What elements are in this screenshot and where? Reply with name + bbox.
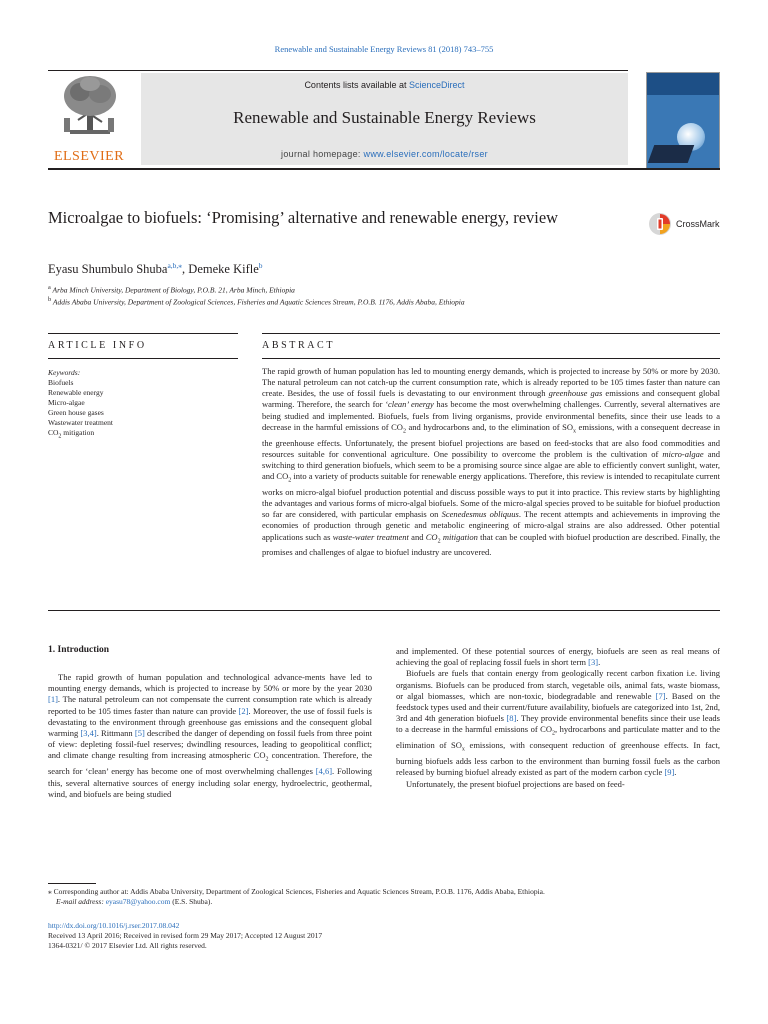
abstract-subscript: 2 <box>288 477 292 484</box>
abstract-emphasis: mitigation <box>440 531 478 542</box>
abstract-top-rule <box>262 333 720 334</box>
body-run: . Rittmann <box>96 728 135 739</box>
body-run: The rapid growth of human population and technological advance-ments have led to mounting energy demands, which is projected to increase by 50% or more by the year 2030 <box>48 672 372 694</box>
corresponding-star[interactable]: ⁎ <box>178 261 183 270</box>
body-run: described the danger of depending on fossil fuels from three point of view: depleting fossil-fuel reserves; dwindling resources, leading to geopolitical conflict; and climate change resulting from increasing atmospheric CO <box>48 728 373 761</box>
reference-link[interactable]: [5] <box>134 728 145 739</box>
author-2-affil[interactable]: b <box>258 261 263 270</box>
front-matter-bottom-rule <box>48 610 720 611</box>
body-run: . <box>598 657 601 668</box>
abstract-run: . The recent attempts and achievements in improving the economies of production through genetic and metabolic engineering of micro-algal strains are also addressed. Other potential applications such as <box>262 509 720 542</box>
body-run: concentration. Therefore, the search for ‘clean’ energy has become one of most overwhelming challenges <box>48 750 372 777</box>
abstract-text <box>262 366 720 559</box>
keyword-co2-sub: 2 <box>58 433 62 440</box>
reference-link[interactable]: [2] <box>238 705 249 716</box>
crossmark-icon <box>648 212 672 236</box>
abstract-run: and <box>408 531 426 542</box>
author-separator: , <box>182 262 189 277</box>
footnote-star: ⁎ <box>48 887 52 896</box>
body-run: emissions, with consequent reduction of greenhouse effects. In fact, burning biofuels adds less carbon to the environment than burning fossil fuels as the carbon released by burning biofuel already existed as part of the modern carbon cycle <box>396 740 720 778</box>
contents-prefix: Contents lists available at <box>304 80 407 90</box>
body-run: and implemented. Of these potential sources of energy, biofuels are seen as real means of achieving the goal of replacing fossil fuels in short term <box>396 646 720 668</box>
affiliation-b-label: b <box>48 296 52 303</box>
body-column-right <box>396 646 720 790</box>
body-run: Biofuels are fuels that contain energy from geologically recent carbon fixation i.e. living organisms. Biofuels can be produced from starch, vegetable oils, animal fats, waste biomass, or algal biomasses, which are non-toxic, biodegradable and renewable <box>396 668 720 701</box>
email-line <box>48 897 720 907</box>
footnote-text: Corresponding author at: Addis Ababa University, Department of Zoological Sciences, Fisheries and Aquatic Sciences Stream, P.O.B. 1176, Addis Ababa, Ethiopia. <box>51 887 545 896</box>
crossmark-badge[interactable] <box>648 212 728 240</box>
sciencedirect-link[interactable]: ScienceDirect <box>409 80 465 90</box>
email-label: E-mail address: <box>56 897 104 906</box>
abstract-emphasis: Scenedesmus obliquus <box>441 509 519 520</box>
keyword-item: Biofuels <box>48 378 74 387</box>
corresponding-author-footnote <box>48 887 720 907</box>
journal-cover-image[interactable] <box>646 72 720 170</box>
body-run: . <box>674 767 677 778</box>
received-dates: Received 13 April 2016; Received in revised form 29 May 2017; Accepted 12 August 2017 <box>48 931 323 940</box>
reference-link[interactable]: [1] <box>48 694 58 705</box>
author-list <box>48 261 263 277</box>
author-1-affil[interactable]: a,b, <box>167 261 179 270</box>
homepage-line <box>141 149 628 159</box>
info-mid-rule <box>48 358 238 359</box>
abstract-run: The rapid growth of human population has led to mounting energy demands, which is projected to increase by 50% or more by 2030. The natural petroleum can not catch-up the current consumption rate, which is already reported to be 105 times faster than nature can create. Besides, the use of fossil fuels is devastating to our environment through <box>262 366 720 399</box>
keyword-item: Wastewater treatment <box>48 418 113 427</box>
publisher-name: ELSEVIER <box>53 149 125 164</box>
affiliation-b-text: Addis Ababa University, Department of Zoological Sciences, Fisheries and Aquatic Sciences Stream, P.O.B. 1176, Addis Ababa, Ethiopia <box>52 297 465 307</box>
reference-link[interactable]: [4,6] <box>315 766 333 777</box>
abstract-run: emissions and consequent global warming. Therefore, the search for <box>262 388 720 410</box>
body-paragraph <box>396 646 720 668</box>
journal-citation[interactable]: Renewable and Sustainable Energy Reviews 81 (2018) 743–755 <box>274 44 494 54</box>
author-2[interactable]: Demeke Kifle <box>188 262 259 277</box>
crossmark-label: CrossMark <box>676 219 720 229</box>
reference-link[interactable]: [9] <box>664 767 675 778</box>
abstract-emphasis: CO <box>425 531 438 542</box>
body-run: . The natural petroleum can not compensate the current consumption rate which is already reported to be 105 times faster than nature can provide <box>48 694 372 716</box>
abstract-emphasis: waste-water treatment <box>332 531 409 542</box>
body-column-left <box>48 672 372 800</box>
author-1[interactable]: Eyasu Shumbulo Shuba <box>48 262 168 277</box>
footnote-rule <box>48 883 96 884</box>
copyright-line: 1364-0321/ © 2017 Elsevier Ltd. All rights reserved. <box>48 941 207 950</box>
abstract-emphasis: greenhouse gas <box>548 388 603 399</box>
body-paragraph <box>396 668 720 778</box>
doi-link[interactable]: http://dx.doi.org/10.1016/j.rser.2017.08.042 <box>48 921 180 930</box>
journal-banner <box>141 73 628 165</box>
keyword-item: Green house gases <box>48 408 104 417</box>
abstract-run: and hydrocarbons and, to the elimination of SO <box>405 421 573 432</box>
reference-link[interactable]: [7] <box>655 690 666 701</box>
keyword-item: Renewable energy <box>48 388 104 397</box>
affiliation-a-label: a <box>48 284 51 291</box>
abstract-subscript: x <box>573 428 576 435</box>
abstract-run: and switching to third generation biofuels, which seem to be a promising source since algae are able to efficiently convert sunlight, water, and CO <box>262 448 720 482</box>
cover-band <box>647 73 719 95</box>
abstract-emphasis: ‘clean’ energy <box>385 399 434 410</box>
contents-line <box>141 80 628 90</box>
body-run: , hydrocarbons and particulate matter and to the elimination of SO <box>396 724 720 751</box>
abstract-mid-rule <box>262 358 720 359</box>
keyword-mitigation: mitigation <box>61 428 95 437</box>
reference-link[interactable]: [3] <box>588 657 599 668</box>
article-title: Microalgae to biofuels: ‘Promising’ alternative and renewable energy, review <box>48 208 559 227</box>
body-paragraph <box>48 672 372 800</box>
body-run: . They provide environmental benefits since their use leads to a decrease in the harmful emissions of CO <box>396 713 720 735</box>
body-subscript: 2 <box>265 757 269 764</box>
reference-link[interactable]: [3,4] <box>80 728 97 739</box>
abstract-run: emissions, with a consequent decrease in the greenhouse effects. Unfortunately, the present biofuel projections are based on feed-stocks that are also food commodities and resources suitable for conventional agriculture. One possibility to overcome the problem is the cultivation of <box>262 421 720 459</box>
body-run: . Based on the feedstock types used and their current/future availability, biofuels are categorized into 1st, 2nd, 3rd and 4th generation biofuels <box>396 690 720 724</box>
email-suffix: (E.S. Shuba). <box>170 897 213 906</box>
keyword-item: Micro-algae <box>48 398 85 407</box>
keyword-item <box>48 428 238 442</box>
section-heading-introduction: 1. Introduction <box>48 645 110 655</box>
homepage-prefix: journal homepage: <box>281 149 361 159</box>
keywords-block <box>48 368 238 442</box>
email-link[interactable]: eyasu78@yahoo.com <box>105 897 171 906</box>
reference-link[interactable]: [8] <box>506 713 517 724</box>
masthead-bottom-rule <box>48 168 720 170</box>
keyword-co2: CO <box>48 428 59 437</box>
body-run: . Following this, several alternative sources of energy including solar energy, hydroelectric, geothermal, wind, and biofuels are being studied <box>48 766 372 799</box>
body-run: . Moreover, the use of fossil fuels is devastating to the environment through greenhouse gas emissions and the consequent global warming <box>48 705 372 739</box>
masthead-top-rule <box>48 70 628 71</box>
article-footer <box>48 921 720 951</box>
abstract-heading: ABSTRACT <box>262 340 336 351</box>
abstract-run: that can be coupled with biofuel production are described. Finally, the promises and challenges of algae to biofuel industry are uncovered. <box>262 531 720 558</box>
abstract-run: has become the most overwhelming challenges. Currently, several alternatives are being studied and implemented. Biofuels, fuels from living organisms, provide environmental benefits, since their use leads to a decrease in the harmful emissions of CO <box>262 399 720 432</box>
affiliation-a <box>48 284 295 295</box>
abstract-subscript: 2 <box>437 538 441 545</box>
article-info-heading: ARTICLE INFO <box>48 340 147 351</box>
body-subscript: x <box>461 747 465 753</box>
abstract-run: into a variety of products suitable for renewable energy applications. Therefore, this review is intended to recapitulate current works on micro-algal biofuel production potential and discuss possible ways to put it into practice. This review starts by highlighting the advantages and various forms of micro-algal biofuels. Some of the micro-algal species proved to be suitable for biofuel production so far are considered, with particular emphasis on <box>262 471 720 520</box>
cover-solar-panel <box>648 145 695 163</box>
affiliation-a-text: Arba Minch University, Department of Biology, P.O.B. 21, Arba Minch, Ethiopia <box>52 285 295 295</box>
keywords-label: Keywords: <box>48 368 81 377</box>
abstract-subscript: 2 <box>402 428 406 435</box>
tree-icon <box>60 74 120 136</box>
affiliation-b <box>48 296 465 307</box>
abstract-emphasis: micro-algae <box>662 448 704 459</box>
journal-title[interactable]: Renewable and Sustainable Energy Reviews <box>233 108 536 127</box>
body-paragraph: Unfortunately, the present biofuel projections are based on feed- <box>406 778 625 789</box>
footnote-line <box>48 887 720 897</box>
elsevier-logo[interactable] <box>48 72 130 164</box>
body-subscript: 2 <box>551 731 555 738</box>
info-top-rule <box>48 333 238 334</box>
homepage-link[interactable]: www.elsevier.com/locate/rser <box>363 149 488 159</box>
